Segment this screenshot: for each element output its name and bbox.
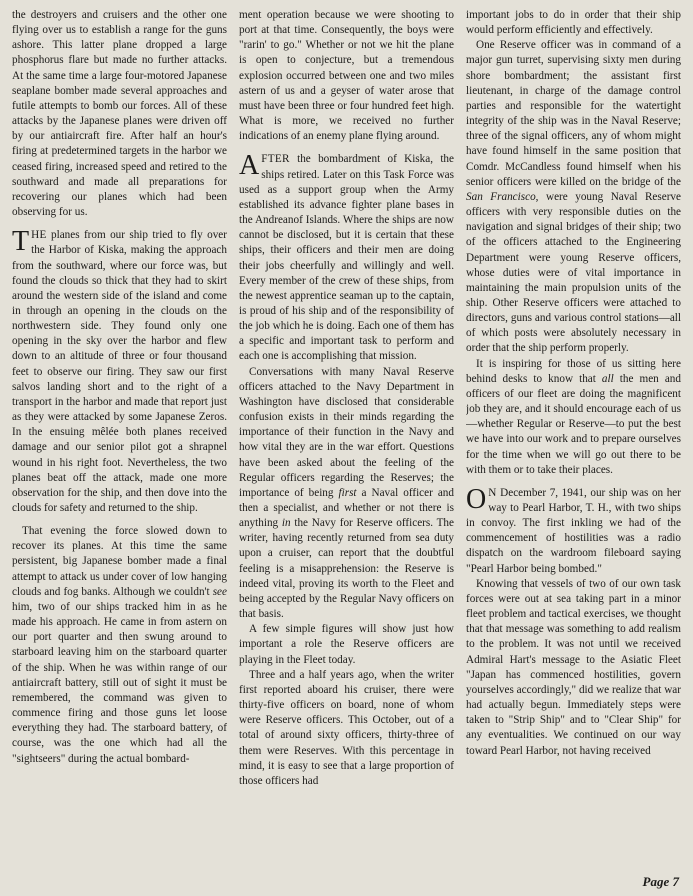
paragraph	[466, 357, 681, 478]
paragraph: ment operation because we were shooting to port at that time. Consequently, the boys were "rarin' to go." Whether or not we hit the plane is open to conjecture, but a tremendous explosion occurred between one and two miles astern of us and a geyser of water arose that must have been three or four hundred feet high. What is more, we received no further indications of an enemy plane flying around.	[239, 9, 454, 143]
paragraph: important jobs to do in order that their ship would perform efficiently and effectively.	[466, 9, 681, 37]
emphasis: in	[281, 517, 291, 530]
emphasis: see	[212, 585, 227, 598]
paragraph-text: him, two of our ships tracked him in as he made his approach. He came in from astern on our port quarter and then swung around to starboard leaving him on the starboard quarter of the ship. When he was within range of our antiaircraft battery, still out of sight it must be remembered, the command was given to commence firing and those guns let loose everything they had. The starboard battery, of course, was the one which had all the "sightseers" during the actual bombard-	[12, 600, 227, 765]
paragraph-text: the Navy for Reserve officers. The writer, having recently returned from sea duty upon a cruiser, can report that the doubtful feeling is a misapprehension: the Reserve is indeed vital, proving its worth to the Fleet and being accepted by the Regular Navy officers on that basis.	[239, 517, 454, 621]
paragraph-text: December 7, 1941, our ship was on her way to Pearl Harbor, T. H., with two ships in convoy. The first inkling we had of the commencement of hostilities was a radio dispatch on the wardroom fileboard saying "Pearl Harbor being bombed."	[466, 486, 681, 575]
paragraph: Knowing that vessels of two of our own task forces were out at sea taking part in a minor fleet problem and tactical exercises, we thought that that message was something to add realism to the problem. It was not until we received Admiral Hart's message to the Asiatic Fleet "Japan has commenced hostilities, govern yourselves accordingly," did we realize that war had actually begun. Immediately steps were taken to "Strip Ship" and to "Clear Ship" for any eventualities. We continued on our way toward Pearl Harbor, not having received	[466, 577, 681, 757]
lead-in: FTER	[261, 153, 290, 166]
paragraph	[239, 152, 454, 364]
paragraph: the destroyers and cruisers and the other one flying over us to establish a range for the guns ashore. This latter plane dropped a large phosphorus flare but made no further attacks. At the same time a large four-motored Japanese seaplane bomber made several approaches and futile attempts to bomb our forces. All of these attacks by the Japanese planes were driven off by our antiaircraft fire. After half an hour's firing at predetermined targets in the harbor we ceased firing, increased speed and retired to the southward and made all preparations for recovering our planes which had been observing for us.	[12, 9, 227, 219]
column-3	[466, 8, 681, 874]
paragraph-text: a Naval officer and then a specialist, and whether or not there is anything	[239, 486, 454, 530]
paragraph	[466, 483, 681, 577]
paragraph-text: planes from our ship tried to fly over the Harbor of Kiska, making the approach from the southward, where our force was, but found the clouds so thick that they had to skirt around the western side of the island and come in through an opening in the clouds on the northwestern side. They found only one opening in the sky over the harbor and flew down to an altitude of three or four thousand feet to observe our firing. They saw our first salvos landing short and to the right of a transport in the harbor and made that report just as they were attacked by some Japanese Zeros. In the ensuing mêlée both planes received damage and our senior pilot got a shrapnel wound in his right foot. Nevertheless, the two planes beat off the attack, made one more observation for the ship, and then dove into the clouds for safety and returned to the ship.	[12, 229, 227, 514]
paragraph-text: the bombardment of Kiska, the ships retired. Later on this Task Force was used as a support group when the Army established its advance fighter plane bases in the Andreanof Islands. Where the ships are now cannot be disclosed, but it is certain that these ships, their officers and their men are doing their jobs cheerfully and willingly and well. Every member of the crew of these ships, from the newest apprentice seaman up to the captain, is proud of his ship and of the responsibility of the job which he is doing. Each one of them has a specific and important task to perform and each one is accomplishing that mission.	[239, 153, 454, 363]
paragraph-text: One Reserve officer was in command of a major gun turret, supervising sixty men during shore bombardment; the assistant first lieutenant, in charge of the damage control parties and responsible for the watertight integrity of the ship was in the Naval Reserve; three of the signal officers, any of whom might have found himself in the same position that Comdr. McCandless found himself when his senior officers were killed on the bridge of the	[466, 39, 681, 188]
lead-in: HE	[31, 229, 47, 242]
paragraph-text: the men and officers of our fleet are doing the magnificent job they are, and it should encourage each of us—whether Regular or Reserve—to put the best we have into our work and to prepare ourselves for the time when we will go out there to be with them or to take their places.	[466, 372, 681, 476]
paragraph	[466, 38, 681, 356]
drop-cap: T	[12, 226, 30, 258]
paragraph-text: That evening the force slowed down to recover its planes. At this time the same persistent, big Japanese bomber made a final attempt to attack us under cover of low hanging clouds and fog banks. Although we couldn't	[12, 525, 227, 598]
paragraph-text: , were young Naval Reserve officers with very responsible duties on the navigation and signal bridges of their ship; two of the officers attached to the Engineering Department were young Reserve officers, whose duties were of vital importance in maintaining the main propulsion units of the ship. Other Reserve officers were attached to directors, guns and various control stations—all of which posts were absolutely necessary in order that the ship perform properly.	[466, 190, 681, 355]
drop-cap: A	[239, 150, 260, 182]
paragraph	[12, 228, 227, 516]
emphasis: San Francisco	[466, 190, 536, 203]
column-1	[12, 8, 227, 874]
text-columns	[12, 8, 681, 874]
paragraph	[12, 524, 227, 767]
paragraph-text: It is inspiring for those of us sitting here behind desks to know that	[466, 357, 681, 385]
drop-cap: O	[466, 483, 487, 515]
emphasis: first	[338, 486, 357, 499]
paragraph: A few simple figures will show just how important a role the Reserve officers are playing in the Fleet today.	[239, 623, 454, 666]
column-2	[239, 8, 454, 874]
emphasis: all	[601, 372, 614, 385]
paragraph	[239, 365, 454, 623]
paragraph: Three and a half years ago, when the writer first reported aboard his cruiser, there were thirty-five officers on board, none of whom were Reserve officers. This October, out of a total of around sixty officers, thirty-three of them were Reserves. With this percentage in mind, it is easy to see that a large proportion of those officers had	[239, 668, 454, 787]
paragraph-text: Conversations with many Naval Reserve officers attached to the Navy Department in Washington have disclosed that considerable confusion exists in their minds regarding the importance of their function in the Navy and how vital they are in the war effort. Questions have been asked about the feeling of the Regular officers regarding the Reserves; the importance of being	[239, 365, 454, 499]
page-number: Page 7	[642, 874, 679, 889]
lead-in: N	[488, 486, 497, 499]
